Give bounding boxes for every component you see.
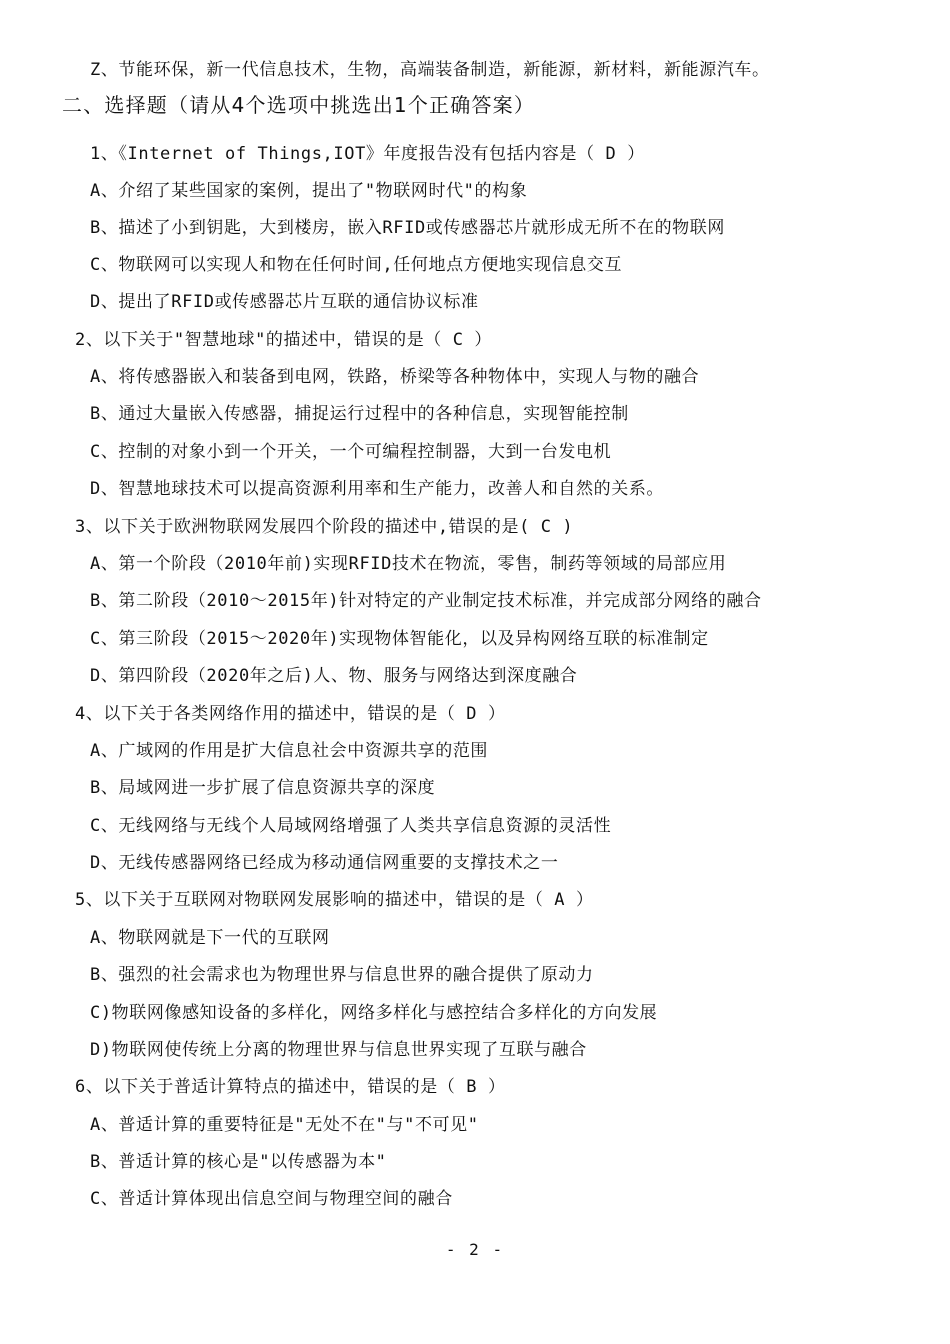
question-3-option-b: B、第二阶段（2010～2015年)针对特定的产业制定技术标准，并完成部分网络的融合: [90, 591, 762, 611]
question-1-stem: 1、《Internet of Things,IOT》年度报告没有包括内容是（ D ）: [90, 144, 645, 164]
question-1-option-b: B、描述了小到钥匙，大到楼房，嵌入RFID或传感器芯片就形成无所不在的物联网: [90, 218, 725, 238]
section-heading: 二、选择题（请从4个选项中挑选出1个正确答案）: [62, 93, 536, 117]
question-4-stem: 4、以下关于各类网络作用的描述中，错误的是（ D ）: [75, 704, 506, 724]
question-6-option-c: C、普适计算体现出信息空间与物理空间的融合: [90, 1189, 453, 1209]
question-5-option-b: B、强烈的社会需求也为物理世界与信息世界的融合提供了原动力: [90, 965, 594, 985]
question-6-stem: 6、以下关于普适计算特点的描述中，错误的是（ B ）: [75, 1077, 506, 1097]
question-3-option-c: C、第三阶段（2015～2020年)实现物体智能化，以及异构网络互联的标准制定: [90, 629, 709, 649]
question-2-option-c: C、控制的对象小到一个开关，一个可编程控制器，大到一台发电机: [90, 442, 612, 462]
question-4-option-c: C、无线网络与无线个人局域网络增强了人类共享信息资源的灵活性: [90, 816, 612, 836]
question-6-option-a: A、普适计算的重要特征是"无处不在"与"不可见": [90, 1115, 479, 1135]
question-2-option-d: D、智慧地球技术可以提高资源利用率和生产能力，改善人和自然的关系。: [90, 479, 665, 499]
question-5-option-d: D)物联网使传统上分离的物理世界与信息世界实现了互联与融合: [90, 1040, 587, 1060]
question-2-option-b: B、通过大量嵌入传感器，捕捉运行过程中的各种信息，实现智能控制: [90, 404, 629, 424]
page-number: - 2 -: [445, 1240, 505, 1259]
question-5-stem: 5、以下关于互联网对物联网发展影响的描述中，错误的是（ A ）: [75, 890, 594, 910]
question-6-option-b: B、普适计算的核心是"以传感器为本": [90, 1152, 387, 1172]
question-4-option-a: A、广域网的作用是扩大信息社会中资源共享的范围: [90, 741, 489, 761]
question-1-option-d: D、提出了RFID或传感器芯片互联的通信协议标准: [90, 292, 479, 312]
question-1-option-c: C、物联网可以实现人和物在任何时间,任何地点方便地实现信息交互: [90, 255, 623, 275]
question-2-stem: 2、以下关于"智慧地球"的描述中，错误的是（ C ）: [75, 330, 493, 350]
question-4-option-b: B、局域网进一步扩展了信息资源共享的深度: [90, 778, 436, 798]
question-3-option-a: A、第一个阶段（2010年前)实现RFID技术在物流，零售，制药等领域的局部应用: [90, 554, 727, 574]
question-2-option-a: A、将传感器嵌入和装备到电网，铁路，桥梁等各种物体中，实现人与物的融合: [90, 367, 700, 387]
question-5-option-a: A、物联网就是下一代的互联网: [90, 928, 330, 948]
question-4-option-d: D、无线传感器网络已经成为移动通信网重要的支撑技术之一: [90, 853, 559, 873]
question-3-option-d: D、第四阶段（2020年之后)人、物、服务与网络达到深度融合: [90, 666, 578, 686]
question-1-option-a: A、介绍了某些国家的案例，提出了"物联网时代"的构象: [90, 181, 528, 201]
question-5-option-c: C)物联网像感知设备的多样化，网络多样化与感控结合多样化的方向发展: [90, 1003, 658, 1023]
question-3-stem: 3、以下关于欧洲物联网发展四个阶段的描述中,错误的是( C ): [75, 517, 574, 537]
intro-line: Z、节能环保，新一代信息技术，生物，高端装备制造，新能源，新材料，新能源汽车。: [90, 60, 770, 80]
